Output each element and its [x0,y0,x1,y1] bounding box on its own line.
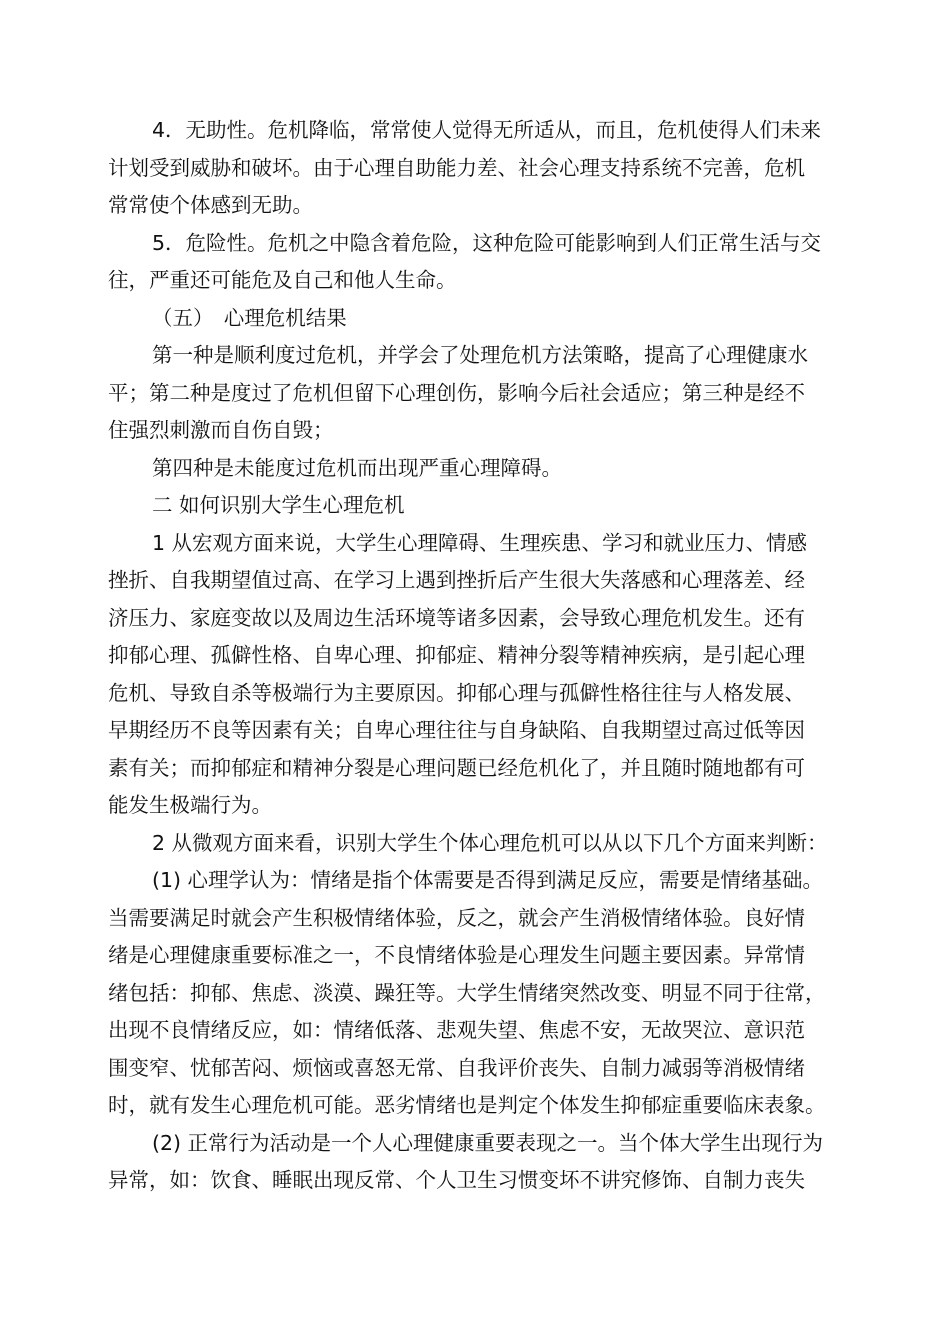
section-heading: （五） 心理危机结果 [152,305,347,330]
document-body [108,112,853,1200]
text-line: (1) 心理学认为：情绪是指个体需要是否得到满足反应，需要是情绪基础。 [152,868,824,892]
text-line: 绪包括：抑郁、焦虑、淡漠、躁狂等。大学生情绪突然改变、明显不同于往常， [108,980,826,1005]
text-line: 第四种是未能度过危机而出现严重心理障碍。 [152,455,562,480]
text-line: 计划受到威胁和破坏。由于心理自助能力差、社会心理支持系统不完善，危机 [108,155,805,180]
text-line: 当需要满足时就会产生积极情绪体验，反之，就会产生消极情绪体验。良好情 [108,905,805,930]
text-line: (2) 正常行为活动是一个人心理健康重要表现之一。当个体大学生出现行为 [152,1130,824,1155]
text-line: 5．危险性。危机之中隐含着危险，这种危险可能影响到人们正常生活与交 [152,230,822,255]
text-line: 抑郁心理、孤僻性格、自卑心理、抑郁症、精神分裂等精神疾病，是引起心理 [108,643,805,667]
text-line: 往，严重还可能危及自己和他人生命。 [108,268,457,292]
text-line: 时，就有发生心理危机可能。恶劣情绪也是判定个体发生抑郁症重要临床表象。 [108,1093,826,1117]
text-line: 第一种是顺利度过危机，并学会了处理危机方法策略，提高了心理健康水 [152,343,808,367]
text-line: 早期经历不良等因素有关；自卑心理往往与自身缺陷、自我期望过高过低等因 [108,718,805,742]
text-line: 异常，如：饮食、睡眠出现反常、个人卫生习惯变坏不讲究修饰、自制力丧失 [108,1168,805,1192]
text-line: 1 从宏观方面来说，大学生心理障碍、生理疾患、学习和就业压力、情感 [152,530,808,555]
text-line: 危机、导致自杀等极端行为主要原因。抑郁心理与孤僻性格往往与人格发展、 [108,680,805,705]
text-line: 绪是心理健康重要标准之一，不良情绪体验是心理发生问题主要因素。异常情 [108,943,805,967]
text-line: 素有关；而抑郁症和精神分裂是心理问题已经危机化了，并且随时随地都有可 [108,755,805,780]
text-line: 挫折、自我期望值过高、在学习上遇到挫折后产生很大失落感和心理落差、经 [108,568,805,592]
text-line: 济压力、家庭变故以及周边生活环境等诸多因素，会导致心理危机发生。还有 [108,605,805,630]
text-line: 常常使个体感到无助。 [108,193,313,217]
text-line: 2 从微观方面来看，识别大学生个体心理危机可以从以下几个方面来判断： [152,830,828,855]
text-line: 围变窄、忧郁苦闷、烦恼或喜怒无常、自我评价丧失、自制力减弱等消极情绪 [108,1055,805,1080]
text-line: 能发生极端行为。 [108,793,272,817]
text-line: 平；第二种是度过了危机但留下心理创伤，影响今后社会适应；第三种是经不 [108,380,805,405]
text-line: 住强烈刺激而自伤自毁； [108,418,334,442]
section-heading: 二 如何识别大学生心理危机 [152,493,405,517]
text-line: 4．无助性。危机降临，常常使人觉得无所适从，而且，危机使得人们未来 [152,118,822,142]
text-line: 出现不良情绪反应，如：情绪低落、悲观失望、焦虑不安，无故哭泣、意识范 [108,1018,805,1042]
